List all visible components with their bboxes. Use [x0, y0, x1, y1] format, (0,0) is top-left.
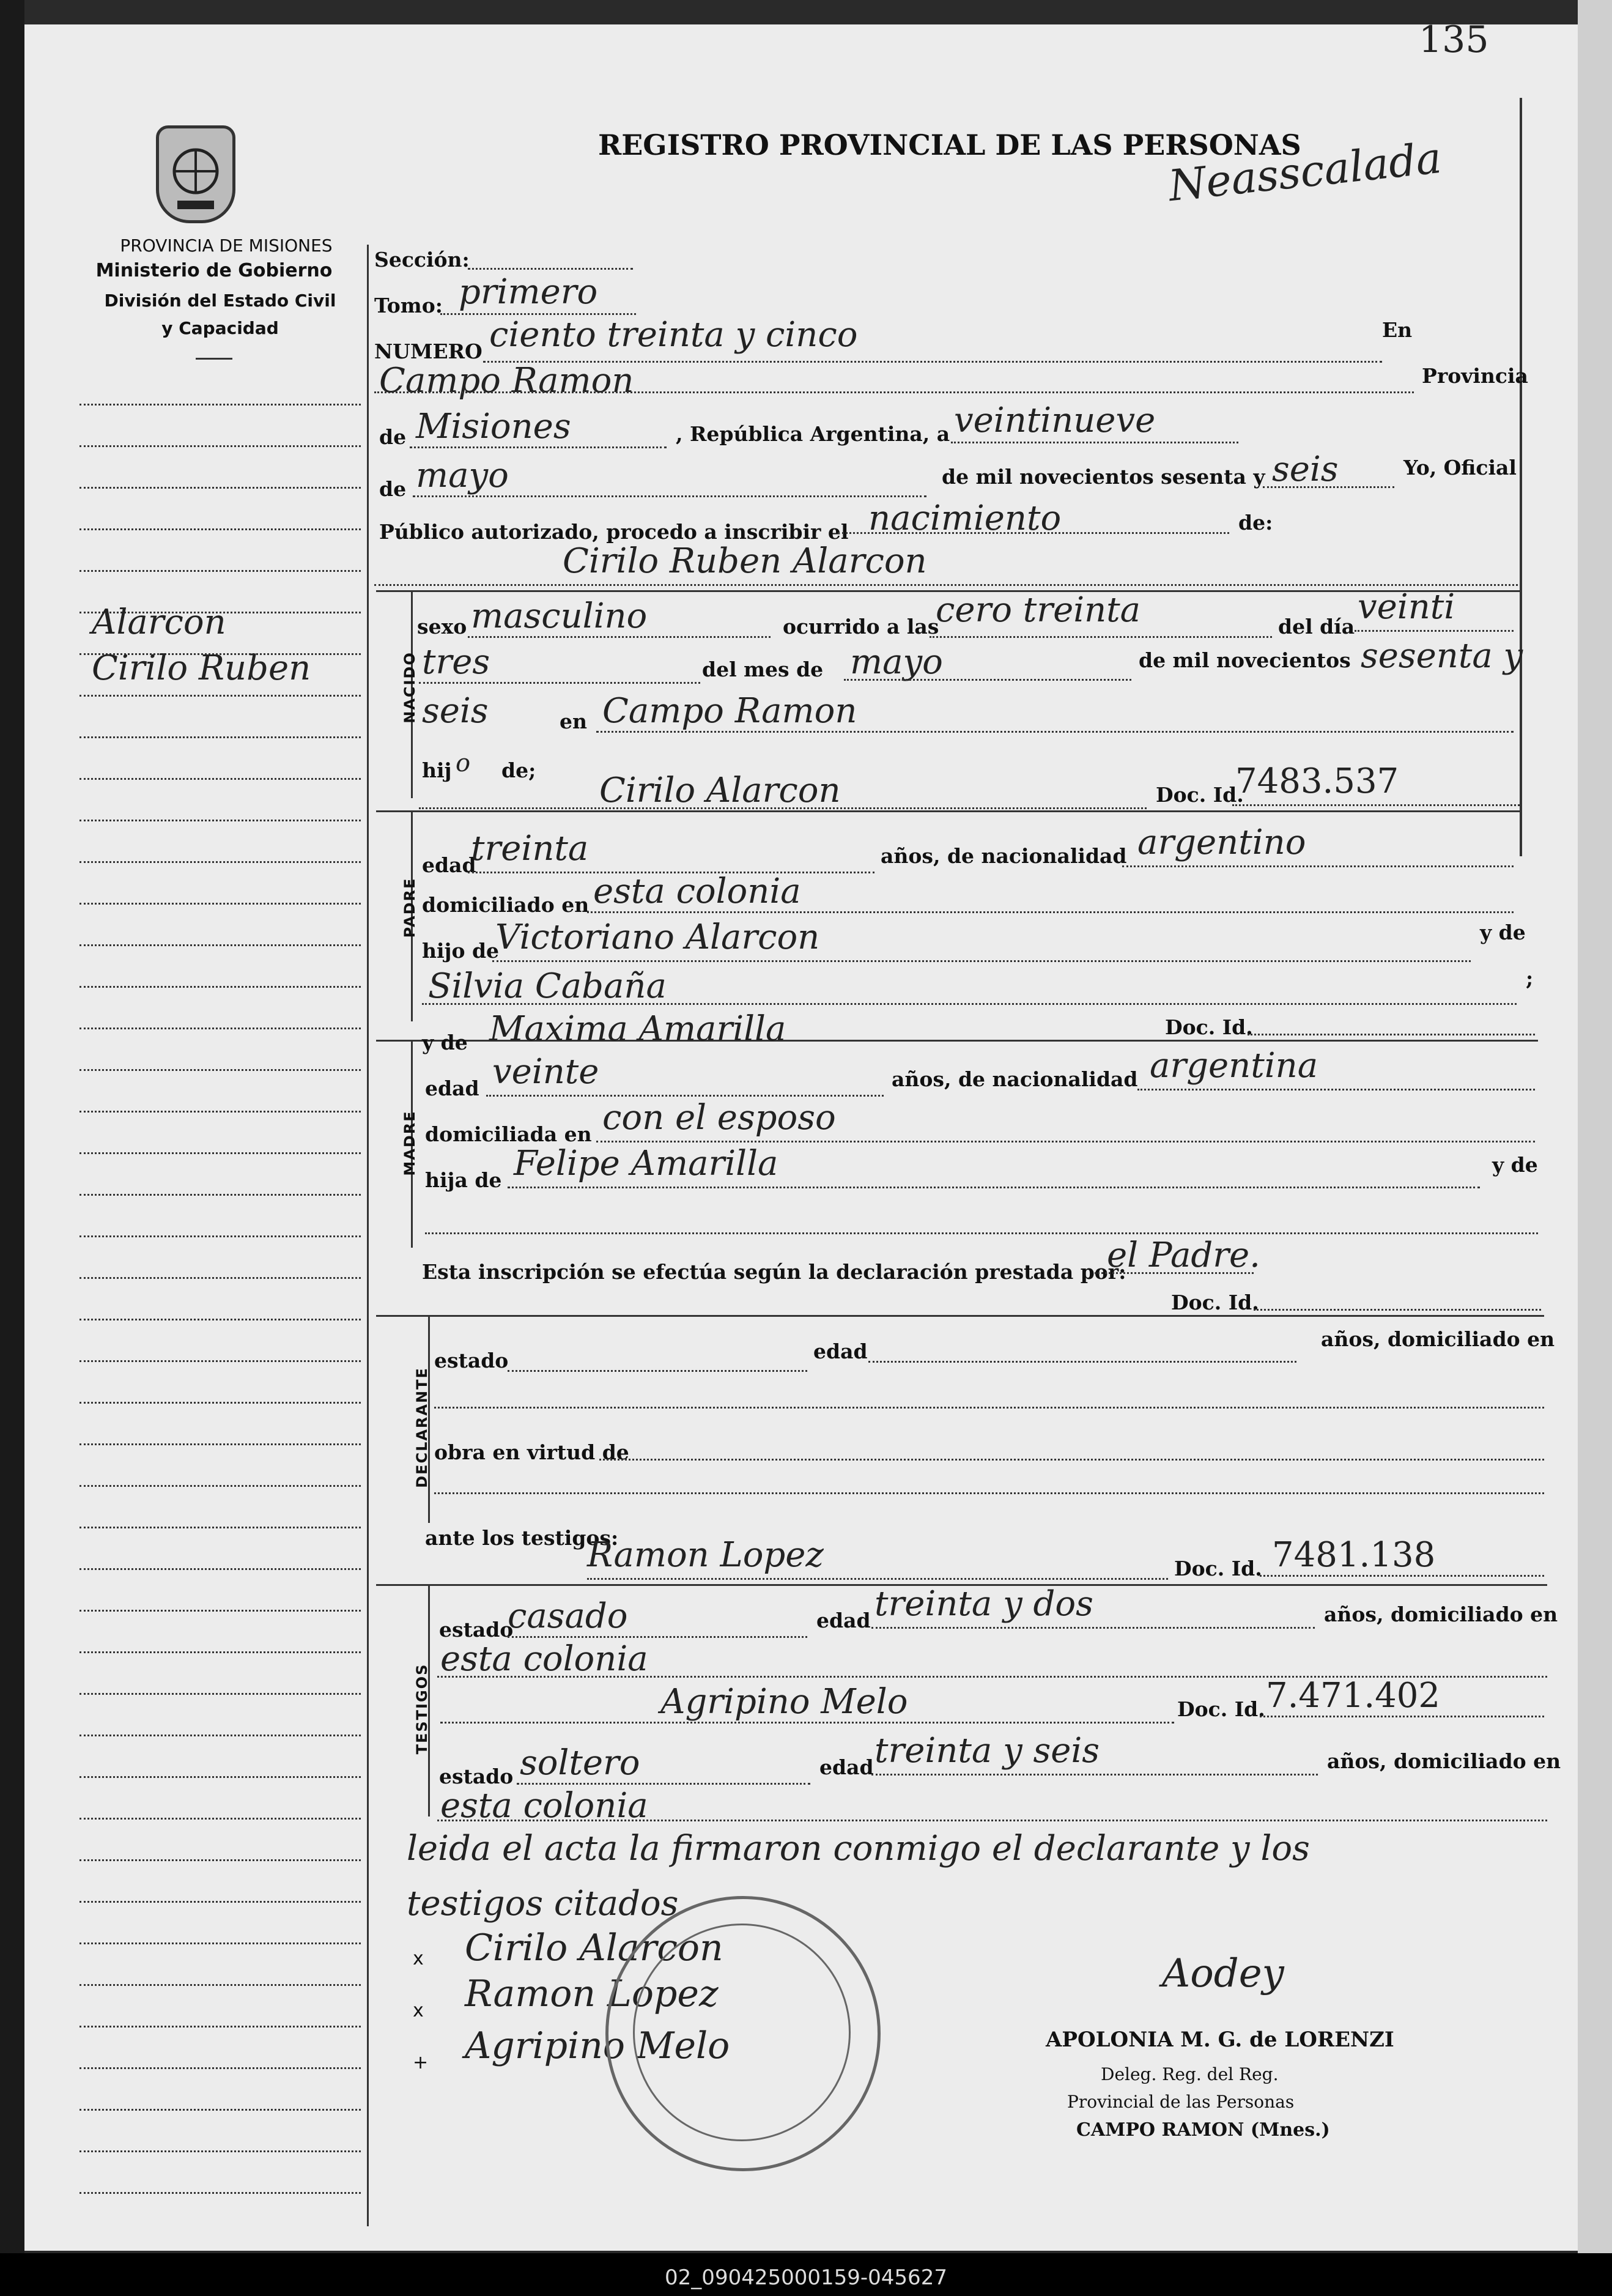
margin-ruled-line [79, 1901, 361, 1903]
numero-value: ciento treinta y cinco [489, 315, 858, 355]
declarante-edad-label: edad [813, 1339, 868, 1363]
testigo2-estado: soltero [520, 1743, 640, 1783]
declarante-top-rule [376, 1315, 1544, 1317]
madre-name: Maxima Amarilla [489, 1009, 786, 1049]
month-line [413, 495, 926, 497]
declaracion-doc-label: Doc. Id. [1171, 1291, 1259, 1314]
margin-ruled-line [79, 820, 361, 821]
testigo2-doc: 7.471.402 [1266, 1676, 1441, 1716]
testigo2-dom-line [437, 1820, 1547, 1821]
testigo2-name: Agripino Melo [660, 1682, 908, 1722]
header-divider [196, 358, 232, 360]
margin-ruled-line [79, 1527, 361, 1528]
hour-line [930, 636, 1272, 638]
margin-ruled-line [79, 1859, 361, 1861]
year-value: seis [1272, 450, 1339, 489]
padre-dom-line [587, 911, 1514, 913]
testigo2-doc-label: Doc. Id. [1177, 1697, 1265, 1721]
official-title: Deleg. Reg. del Reg. [1101, 2064, 1279, 2084]
margin-ruled-line [79, 1360, 361, 1362]
day-line [951, 442, 1238, 443]
margin-ruled-line [79, 445, 361, 447]
year-phrase: de mil novecientos sesenta y [942, 465, 1265, 489]
province-line [410, 446, 667, 448]
child-name-line [374, 584, 1518, 586]
official-seal [605, 1896, 881, 2171]
padre-name: Cirilo Alarcon [599, 771, 841, 810]
act-value: nacimiento [868, 498, 1062, 538]
testigo1-estado-line [508, 1636, 807, 1638]
page-title: REGISTRO PROVINCIAL DE LAS PERSONAS [598, 128, 1301, 161]
signature-2: Ramon Lopez [465, 1972, 719, 2015]
oficial-text: Yo, Oficial [1403, 456, 1517, 480]
margin-ruled-line [79, 736, 361, 738]
madre-y-de-2: y de [1492, 1153, 1538, 1177]
margin-ruled-line [79, 1319, 361, 1320]
testigo1-name-line [587, 1578, 1168, 1580]
margin-ruled-line [79, 2067, 361, 2069]
margin-given-name: Cirilo Ruben [92, 648, 311, 688]
child-year-value: sesenta y [1361, 636, 1523, 676]
sexo-label: sexo [417, 615, 467, 639]
hijo-de-label: de; [501, 758, 536, 782]
padre-mother-value: Silvia Cabaña [428, 966, 667, 1006]
declaracion-doc-line [1254, 1309, 1541, 1311]
padre-label: PADRE [401, 877, 418, 938]
madre-father-value: Felipe Amarilla [514, 1144, 778, 1183]
declarante-anos-label: años, domiciliado en [1321, 1327, 1555, 1351]
dia-line [1355, 630, 1514, 632]
madre-mother-line [425, 1232, 1538, 1234]
official-name: APOLONIA M. G. de LORENZI [1046, 2028, 1394, 2052]
padre-father-line [492, 960, 1471, 962]
padre-nac-label: años, de nacionalidad [881, 844, 1127, 868]
tomo-value: primero [459, 272, 598, 312]
seccion-label: Sección: [374, 248, 470, 272]
margin-ruled-line [79, 1693, 361, 1695]
year-label: de mil novecientos [1139, 648, 1351, 672]
margin-ruled-line [79, 1735, 361, 1736]
margin-ruled-line [79, 1984, 361, 1986]
margin-ruled-line [79, 2109, 361, 2111]
del-dia-label: del día [1278, 615, 1355, 639]
declaracion-text: Esta inscripción se efectúa según la declaración prestada por: [422, 1260, 1126, 1284]
seccion-line [468, 268, 633, 270]
testigo1-estado-label: estado [439, 1618, 514, 1642]
declaracion-line [1095, 1272, 1254, 1274]
declarante-dom-line [434, 1407, 1544, 1409]
testigo1-doc-line [1260, 1575, 1544, 1577]
republica-text: , República Argentina, a [676, 422, 950, 446]
declarante-obra-label: obra en virtud de [434, 1440, 629, 1464]
padre-doc-label: Doc. Id. [1156, 783, 1244, 807]
testigo2-dom: esta colonia [440, 1786, 648, 1826]
margin-ruled-line [79, 528, 361, 530]
hijo-suffix: o [456, 749, 471, 777]
madre-label: MADRE [401, 1110, 418, 1176]
sig-mark-2: x [413, 2000, 424, 2021]
testigo1-estado: casado [508, 1596, 628, 1636]
margin-ruled-line [79, 1194, 361, 1196]
official-title-2: Provincial de las Personas [1067, 2092, 1295, 2112]
margin-ruled-line [79, 1152, 361, 1154]
month-value: mayo [416, 456, 509, 495]
testigo1-edad-label: edad [816, 1609, 871, 1632]
numero-label: NUMERO [374, 339, 482, 363]
margin-ruled-line [79, 1818, 361, 1820]
right-border [1520, 98, 1522, 856]
margin-ruled-line [79, 1942, 361, 1944]
en-label: En [1382, 318, 1413, 342]
testigo1-doc: 7481.138 [1272, 1535, 1436, 1575]
testigo1-doc-label: Doc. Id. [1174, 1557, 1262, 1580]
padre-semicolon: ; [1526, 966, 1534, 990]
year-line [1263, 486, 1394, 488]
padre-father-value: Victoriano Alarcon [495, 917, 820, 957]
madre-dom-line [596, 1141, 1535, 1142]
margin-ruled-line [79, 944, 361, 946]
madre-nac-line [1137, 1089, 1535, 1091]
province-value: Misiones [416, 407, 571, 446]
de-label-2: de [379, 477, 407, 501]
margin-ruled-line [79, 2192, 361, 2194]
margin-ruled-line [79, 903, 361, 905]
book-spine [0, 0, 24, 2296]
testigo2-anos-label: años, domiciliado en [1327, 1749, 1561, 1773]
padre-dom-label: domiciliado en [422, 893, 590, 917]
signature-3: Agripino Melo [465, 2024, 730, 2067]
margin-ruled-line [79, 1235, 361, 1237]
padre-dom-value: esta colonia [593, 872, 801, 911]
header-division: División del Estado Civil [104, 291, 336, 311]
padre-hijo-label: hijo de [422, 939, 500, 963]
ocurrido-label: ocurrido a las [783, 615, 939, 639]
mes-line [844, 679, 1131, 681]
testigo1-name: Ramon Lopez [587, 1535, 824, 1575]
padre-doc-line [1232, 804, 1520, 806]
madre-dom-label: domiciliada en [425, 1122, 592, 1146]
padre-y-de: y de [1480, 920, 1526, 944]
sig-mark-3: + [413, 2052, 429, 2073]
madre-nac-label: años, de nacionalidad [892, 1067, 1138, 1091]
day-value: veintinueve [954, 401, 1156, 440]
madre-edad-label: edad [425, 1076, 479, 1100]
dia-value-2: tres [422, 642, 490, 682]
declaracion-value: el Padre. [1107, 1235, 1260, 1275]
header-province: PROVINCIA DE MISIONES [120, 235, 333, 256]
padre-edad-label: edad [422, 853, 476, 877]
place-value: Campo Ramon [602, 691, 857, 731]
testigo2-edad-line [871, 1774, 1318, 1776]
margin-ruled-line [79, 1402, 361, 1404]
testigo1-dom: esta colonia [440, 1639, 648, 1679]
locality-line [374, 391, 1414, 393]
testigo1-edad: treinta y dos [874, 1584, 1093, 1624]
place-line [596, 731, 1514, 733]
testigo2-doc-line [1260, 1716, 1544, 1717]
padre-nac-value: argentino [1137, 823, 1306, 862]
margin-ruled-line [79, 1776, 361, 1778]
signature-1: Cirilo Alarcon [465, 1927, 723, 1969]
hijo-label: hij [422, 758, 452, 782]
header-ministry: Ministerio de Gobierno [95, 260, 333, 281]
margin-surname: Alarcon [92, 602, 226, 642]
margin-ruled-line [79, 570, 361, 572]
nacido-label: NACIDO [401, 651, 418, 724]
margin-ruled-line [79, 1028, 361, 1029]
margin-ruled-line [79, 695, 361, 697]
padre-name-line [419, 807, 1147, 809]
margin-ruled-line [79, 1277, 361, 1279]
declarante-edad-line [868, 1361, 1296, 1363]
declarante-obra-line-2 [434, 1492, 1544, 1494]
testigos-label: TESTIGOS [413, 1663, 431, 1755]
madre-edad-line [486, 1095, 884, 1097]
sexo-line [468, 636, 771, 638]
padre-top-rule [376, 810, 1520, 812]
dia-value: veinti [1358, 587, 1455, 627]
madre-doc-line [1248, 1034, 1535, 1035]
provincia-label: Provincia [1422, 364, 1528, 388]
margin-ruled-line [79, 778, 361, 780]
hour-value: cero treinta [936, 590, 1141, 630]
declarante-obra-line [599, 1459, 1544, 1461]
margin-ruled-line [79, 861, 361, 863]
padre-mother-line [422, 1003, 1517, 1005]
margin-ruled-line [79, 1610, 361, 1612]
coat-of-arms-icon [156, 125, 235, 223]
mes-value: mayo [850, 642, 943, 682]
closing-line-2: testigos citados [407, 1884, 679, 1924]
sexo-value: masculino [471, 596, 648, 636]
madre-hija-label: hija de [425, 1168, 502, 1192]
scan-identifier: 02_090425000159-045627 [665, 2265, 947, 2290]
margin-ruled-line [79, 1069, 361, 1071]
testigo2-estado-line [517, 1783, 810, 1785]
testigo2-name-line [440, 1722, 1174, 1724]
madre-father-line [508, 1187, 1480, 1188]
official-signature: Aodey [1162, 1951, 1284, 1996]
madre-edad-value: veinte [492, 1052, 599, 1092]
margin-ruled-line [79, 986, 361, 988]
margin-ruled-line [79, 1485, 361, 1487]
madre-nac-value: argentina [1150, 1046, 1318, 1086]
locality-value: Campo Ramon [379, 361, 634, 401]
de-label: de [379, 425, 407, 449]
margin-ruled-line [79, 1568, 361, 1570]
closing-line-1: leida el acta la firmaron conmigo el declarante y los [407, 1829, 1310, 1868]
testigos-ante-label: ante los testigos: [425, 1526, 619, 1550]
margin-ruled-line [79, 1651, 361, 1653]
testigo1-anos-label: años, domiciliado en [1324, 1602, 1558, 1626]
madre-y-de: y de [422, 1031, 468, 1054]
margin-border [367, 245, 369, 2226]
act-line [838, 532, 1229, 534]
page-number: 135 [1419, 18, 1489, 61]
margin-ruled-line [79, 2150, 361, 2152]
testigo2-estado-label: estado [439, 1765, 514, 1788]
declarante-label: DECLARANTE [413, 1367, 431, 1488]
margin-ruled-line [79, 404, 361, 406]
annotation-stamp: Neasscalada [1166, 132, 1444, 212]
madre-dom-value: con el esposo [602, 1098, 836, 1138]
declarante-estado-label: estado [434, 1349, 509, 1372]
child-year-value-2: seis [422, 691, 489, 731]
en-label-child: en [560, 709, 587, 733]
publico-text: Público autorizado, procedo a inscribir el [379, 520, 849, 544]
testigo2-edad-label: edad [819, 1755, 874, 1779]
page-edge [1578, 0, 1612, 2296]
testigo2-edad: treinta y seis [874, 1731, 1100, 1771]
mes-label: del mes de [702, 657, 824, 681]
child-name: Cirilo Ruben Alarcon [563, 541, 927, 581]
tomo-label: Tomo: [374, 294, 443, 317]
official-place: CAMPO RAMON (Mnes.) [1076, 2119, 1330, 2141]
dia2-line [419, 682, 700, 684]
madre-doc-label: Doc. Id. [1165, 1015, 1253, 1039]
declarante-estado-line [508, 1370, 807, 1372]
margin-ruled-line [79, 2026, 361, 2028]
margin-ruled-line [79, 487, 361, 489]
sig-mark-1: x [413, 1948, 424, 1969]
padre-nac-line [1122, 865, 1514, 867]
padre-doc-value: 7483.537 [1235, 761, 1399, 801]
margin-ruled-line [79, 1443, 361, 1445]
testigo1-edad-line [871, 1627, 1315, 1629]
de-colon: de: [1238, 511, 1273, 535]
margin-ruled-line [79, 1111, 361, 1113]
header-capacity: y Capacidad [161, 318, 279, 338]
padre-edad-value: treinta [471, 829, 589, 868]
